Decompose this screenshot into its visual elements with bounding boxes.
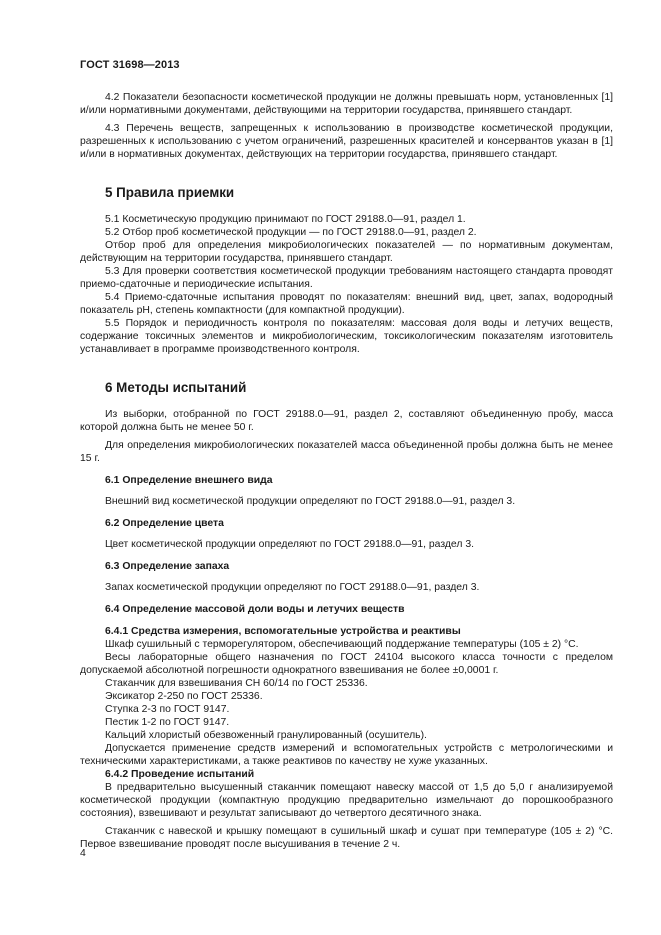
subsection-6-4-title: 6.4 Определение массовой доли воды и летучих веществ xyxy=(105,604,405,615)
list-item: Ступка 2-3 по ГОСТ 9147. xyxy=(105,704,230,715)
paragraph-6-4-2-2: Стаканчик с навеской и крышку помещают в сушильный шкаф и сушат при температуре (105 ± 2) °С. Первое взвешивание проводят после высушивания в течение 2 ч. xyxy=(80,826,613,850)
paragraph-5-2: 5.2 Отбор проб косметической продукции — по ГОСТ 29188.0—91, раздел 2. xyxy=(105,227,477,238)
subsection-6-3-title: 6.3 Определение запаха xyxy=(105,561,230,572)
paragraph-5-1: 5.1 Косметическую продукцию принимают по ГОСТ 29188.0—91, раздел 1. xyxy=(105,214,466,225)
paragraph-6-4-2-1: В предварительно высушенный стаканчик помещают навеску массой от 1,5 до 5,0 г анализируемой косметической продукции (компактную продукцию предварительно измельчают до порошкообразного состояния), взвешивают и результат записывают до четвертого десятичного знака. xyxy=(80,782,613,819)
subsection-6-1-title: 6.1 Определение внешнего вида xyxy=(105,475,273,486)
paragraph-6-2: Цвет косметической продукции определяют по ГОСТ 29188.0—91, раздел 3. xyxy=(105,539,474,550)
document-header: ГОСТ 31698—2013 xyxy=(80,59,180,71)
list-item: Кальций хлористый обезвоженный гранулированный (осушитель). xyxy=(105,730,427,741)
list-item: Пестик 1-2 по ГОСТ 9147. xyxy=(105,717,230,728)
list-item: Шкаф сушильный с терморегулятором, обеспечивающий поддержание температуры (105 ± 2) °С. xyxy=(105,639,579,650)
subsection-6-4-2-title: 6.4.2 Проведение испытаний xyxy=(105,769,255,780)
subsection-6-4-1-title: 6.4.1 Средства измерения, вспомогательные устройства и реактивы xyxy=(105,626,461,637)
paragraph-5-3: 5.3 Для проверки соответствия косметической продукции требованиям настоящего стандарта проводят приемо-сдаточные и периодические испытания. xyxy=(80,266,613,290)
paragraph-5-2-sampling: Отбор проб для определения микробиологических показателей — по нормативным документам, действующим на территории государства, принявшего стандарт. xyxy=(80,240,613,264)
paragraph-6-3: Запах косметической продукции определяют по ГОСТ 29188.0—91, раздел 3. xyxy=(105,582,480,593)
list-item: Эксикатор 2-250 по ГОСТ 25336. xyxy=(105,691,263,702)
list-item: Допускается применение средств измерений и вспомогательных устройств с метрологическими и техническими характеристиками, а также реактивов по качеству не хуже указанных. xyxy=(80,743,613,767)
section-6-title: 6 Методы испытаний xyxy=(105,380,247,395)
list-item: Весы лабораторные общего назначения по ГОСТ 24104 высокого класса точности с пределом допускаемой абсолютной погрешности однократного взвешивания не более ±0,0001 г. xyxy=(80,652,613,676)
section-5-title: 5 Правила приемки xyxy=(105,185,235,200)
paragraph-4-3: 4.3 Перечень веществ, запрещенных к использованию в производстве косметической продукции, разрешенных к использованию с учетом ограничений, разрешенных красителей и консервантов указан в [1] и/или в нормативных документах, действующих на территории государства, принявшего стандарт. xyxy=(80,123,613,160)
paragraph-5-4: 5.4 Приемо-сдаточные испытания проводят по показателям: внешний вид, цвет, запах, водородный показатель pH, степень компактности (для компактной продукции). xyxy=(80,292,613,316)
paragraph-5-5: 5.5 Порядок и периодичность контроля по показателям: массовая доля воды и летучих веществ, содержание токсичных элементов и микробиологическим, токсикологическим показателям изготовитель устанавливает в программе производственного контроля. xyxy=(80,318,613,355)
paragraph-6-intro-1: Из выборки, отобранной по ГОСТ 29188.0—91, раздел 2, составляют объединенную пробу, масса которой должна быть не менее 50 г. xyxy=(80,409,613,433)
subsection-6-2-title: 6.2 Определение цвета xyxy=(105,518,224,529)
page-number: 4 xyxy=(80,848,86,859)
list-item: Стаканчик для взвешивания СН 60/14 по ГОСТ 25336. xyxy=(105,678,368,689)
page-content xyxy=(80,91,613,851)
paragraph-4-2: 4.2 Показатели безопасности косметической продукции не должны превышать норм, установленных [1] и/или нормативными документами, действующими на территории государства, принявшего стандарт. xyxy=(80,92,613,116)
paragraph-6-1: Внешний вид косметической продукции определяют по ГОСТ 29188.0—91, раздел 3. xyxy=(105,496,516,507)
paragraph-6-intro-2: Для определения микробиологических показателей масса объединенной пробы должна быть не менее 15 г. xyxy=(80,440,613,464)
